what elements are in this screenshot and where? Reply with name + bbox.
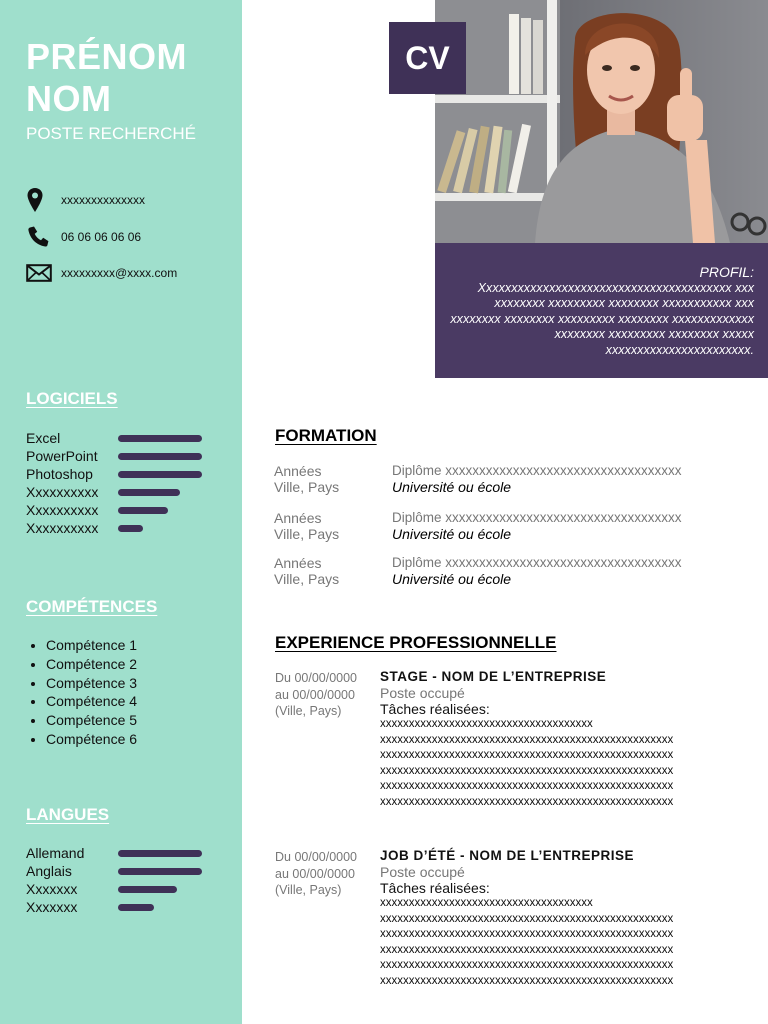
experience-task-line: xxxxxxxxxxxxxxxxxxxxxxxxxxxxxxxxxxxxx xyxy=(380,897,593,909)
software-label: Photoshop xyxy=(26,466,93,482)
experience-location: (Ville, Pays) xyxy=(275,883,342,897)
education-meta xyxy=(274,555,339,587)
software-item xyxy=(26,501,216,519)
software-level-track xyxy=(118,471,202,478)
education-degree: Diplôme xxxxxxxxxxxxxxxxxxxxxxxxxxxxxxxxxxx xyxy=(392,463,682,478)
candidate-name xyxy=(26,36,187,120)
experience-body xyxy=(380,847,740,990)
experience-date-from: Du 00/00/0000 xyxy=(275,671,358,685)
skill-item: • Compétence 3 xyxy=(46,674,137,693)
skill-item: • Compétence 6 xyxy=(46,730,137,749)
software-level-track xyxy=(118,435,202,442)
software-level-track xyxy=(118,489,202,496)
software-label: Excel xyxy=(26,430,61,446)
languages-list xyxy=(26,844,216,916)
profile-text: Xxxxxxxxxxxxxxxxxxxxxxxxxxxxxxxxxxxxxxxx xxx xxxxxxxx xxxxxxxxx xxxxxxxx xxxxxxxxxxx xxx xxxxxxxx xxxxxxxx xxxxxxxxx xxxxxxxx xxxxxxxxxxxxx xxxxxxxx xxxxxxxxx xxxxxxxx xxxxx xxxxxxxxxxxxxxxxxxxxxxx. xyxy=(450,280,754,357)
languages-level-bar xyxy=(118,850,202,857)
education-details xyxy=(392,463,682,495)
languages-label: Anglais xyxy=(26,863,72,879)
languages-level-bar xyxy=(118,904,154,911)
languages-level-bar xyxy=(118,868,202,875)
experience-role: Poste occupé xyxy=(380,685,465,701)
languages-item xyxy=(26,844,216,862)
languages-heading: LANGUES xyxy=(26,805,110,824)
software-label: PowerPoint xyxy=(26,448,98,464)
experience-tasks-label: Tâches réalisées: xyxy=(380,701,490,717)
education-degree: Diplôme xxxxxxxxxxxxxxxxxxxxxxxxxxxxxxxxxxx xyxy=(392,555,682,570)
languages-item xyxy=(26,880,216,898)
skill-item: • Compétence 2 xyxy=(46,655,137,674)
last-name: NOM xyxy=(26,78,112,119)
cv-badge: CV xyxy=(389,22,466,94)
contact-email xyxy=(26,259,177,287)
skills-list xyxy=(46,636,137,749)
software-level-track xyxy=(118,507,202,514)
target-position: POSTE RECHERCHÉ xyxy=(26,124,197,143)
experience-task-line: xxxxxxxxxxxxxxxxxxxxxxxxxxxxxxxxxxxxxxxxxxxxxxxxxxx xyxy=(380,943,674,956)
languages-item xyxy=(26,898,216,916)
education-years: Années xyxy=(274,463,322,479)
software-item xyxy=(26,429,216,447)
email-text: xxxxxxxxx@xxxx.com xyxy=(61,266,178,280)
experience-title: JOB D’ÉTÉ - NOM DE L’ENTREPRISE xyxy=(380,848,635,863)
experience-body xyxy=(380,668,740,811)
experience-task-line: xxxxxxxxxxxxxxxxxxxxxxxxxxxxxxxxxxxxxxxxxxxxxxxxxxx xyxy=(380,733,674,746)
experience-role: Poste occupé xyxy=(380,864,465,880)
education-years: Années xyxy=(274,510,322,526)
software-level-bar xyxy=(118,489,180,496)
software-heading: LOGICIELS xyxy=(26,389,118,408)
education-meta xyxy=(274,463,339,495)
education-details xyxy=(392,510,682,542)
software-level-bar xyxy=(118,525,143,532)
education-years: Années xyxy=(274,555,322,571)
education-heading: FORMATION xyxy=(275,426,377,445)
software-label: Xxxxxxxxxx xyxy=(26,502,99,518)
software-item xyxy=(26,465,216,483)
software-level-track xyxy=(118,453,202,460)
experience-task-line: xxxxxxxxxxxxxxxxxxxxxxxxxxxxxxxxxxxxxxxxxxxxxxxxxxx xyxy=(380,912,674,925)
software-level-bar xyxy=(118,435,202,442)
experience-task-line: xxxxxxxxxxxxxxxxxxxxxxxxxxxxxxxxxxxxxxxxxxxxxxxxxxx xyxy=(380,749,674,762)
experience-task-line: xxxxxxxxxxxxxxxxxxxxxxxxxxxxxxxxxxxxxxxxxxxxxxxxxxx xyxy=(380,959,674,972)
profile-summary xyxy=(435,243,768,378)
languages-item xyxy=(26,862,216,880)
sidebar xyxy=(0,0,242,1024)
profile-title: PROFIL: xyxy=(699,264,754,280)
experience-task-line: xxxxxxxxxxxxxxxxxxxxxxxxxxxxxxxxxxxxxxxxxxxxxxxxxxx xyxy=(380,974,674,987)
skill-item: • Compétence 4 xyxy=(46,692,137,711)
languages-label: Xxxxxxx xyxy=(26,881,78,897)
skills-heading: COMPÉTENCES xyxy=(26,597,158,616)
education-location: Ville, Pays xyxy=(274,571,340,587)
education-meta xyxy=(274,510,339,542)
contact-address xyxy=(26,186,145,214)
experience-dates xyxy=(275,849,375,899)
languages-level-track xyxy=(118,904,202,911)
software-item xyxy=(26,447,216,465)
skill-item: • Compétence 5 xyxy=(46,711,137,730)
languages-label: Allemand xyxy=(26,845,85,861)
experience-task-line: xxxxxxxxxxxxxxxxxxxxxxxxxxxxxxxxxxxxxxxxxxxxxxxxxxx xyxy=(380,928,674,941)
education-school: Université ou école xyxy=(392,479,512,495)
software-level-bar xyxy=(118,471,202,478)
address-text: xxxxxxxxxxxxxx xyxy=(61,193,145,207)
phone-text: 06 06 06 06 06 xyxy=(61,230,142,244)
software-level-bar xyxy=(118,453,202,460)
languages-level-track xyxy=(118,850,202,857)
software-list xyxy=(26,429,216,537)
software-level-bar xyxy=(118,507,168,514)
experience-task-line: xxxxxxxxxxxxxxxxxxxxxxxxxxxxxxxxxxxxxxxxxxxxxxxxxxx xyxy=(380,795,674,808)
profile-photo xyxy=(435,0,768,243)
skill-item: • Compétence 1 xyxy=(46,636,137,655)
first-name: PRÉNOM xyxy=(26,36,188,77)
education-school: Université ou école xyxy=(392,526,512,542)
experience-task-line: xxxxxxxxxxxxxxxxxxxxxxxxxxxxxxxxxxxxx xyxy=(380,718,593,730)
experience-date-to: au 00/00/0000 xyxy=(275,687,355,702)
education-school: Université ou école xyxy=(392,571,512,587)
experience-date-from: Du 00/00/0000 xyxy=(275,850,358,864)
experience-task-line: xxxxxxxxxxxxxxxxxxxxxxxxxxxxxxxxxxxxxxxxxxxxxxxxxxx xyxy=(380,780,674,793)
phone-icon xyxy=(26,223,56,251)
languages-label: Xxxxxxx xyxy=(26,899,78,915)
experience-location: (Ville, Pays) xyxy=(275,704,342,718)
software-item xyxy=(26,519,216,537)
experience-task-line: xxxxxxxxxxxxxxxxxxxxxxxxxxxxxxxxxxxxxxxxxxxxxxxxxxx xyxy=(380,764,674,777)
experience-heading: EXPERIENCE PROFESSIONNELLE xyxy=(275,633,557,652)
contact-phone xyxy=(26,223,141,251)
software-label: Xxxxxxxxxx xyxy=(26,520,99,536)
experience-dates xyxy=(275,670,375,720)
software-level-track xyxy=(118,525,202,532)
education-location: Ville, Pays xyxy=(274,526,340,542)
experience-tasks-label: Tâches réalisées: xyxy=(380,880,490,896)
experience-date-to: au 00/00/0000 xyxy=(275,866,355,881)
software-item xyxy=(26,483,216,501)
languages-level-track xyxy=(118,886,202,893)
map-pin-icon xyxy=(26,186,56,214)
education-details xyxy=(392,555,682,587)
experience-title: STAGE - NOM DE L’ENTREPRISE xyxy=(380,669,607,684)
education-location: Ville, Pays xyxy=(274,479,340,495)
languages-level-bar xyxy=(118,886,177,893)
languages-level-track xyxy=(118,868,202,875)
mail-icon xyxy=(26,259,56,287)
education-degree: Diplôme xxxxxxxxxxxxxxxxxxxxxxxxxxxxxxxxxxx xyxy=(392,510,682,525)
software-label: Xxxxxxxxxx xyxy=(26,484,99,500)
